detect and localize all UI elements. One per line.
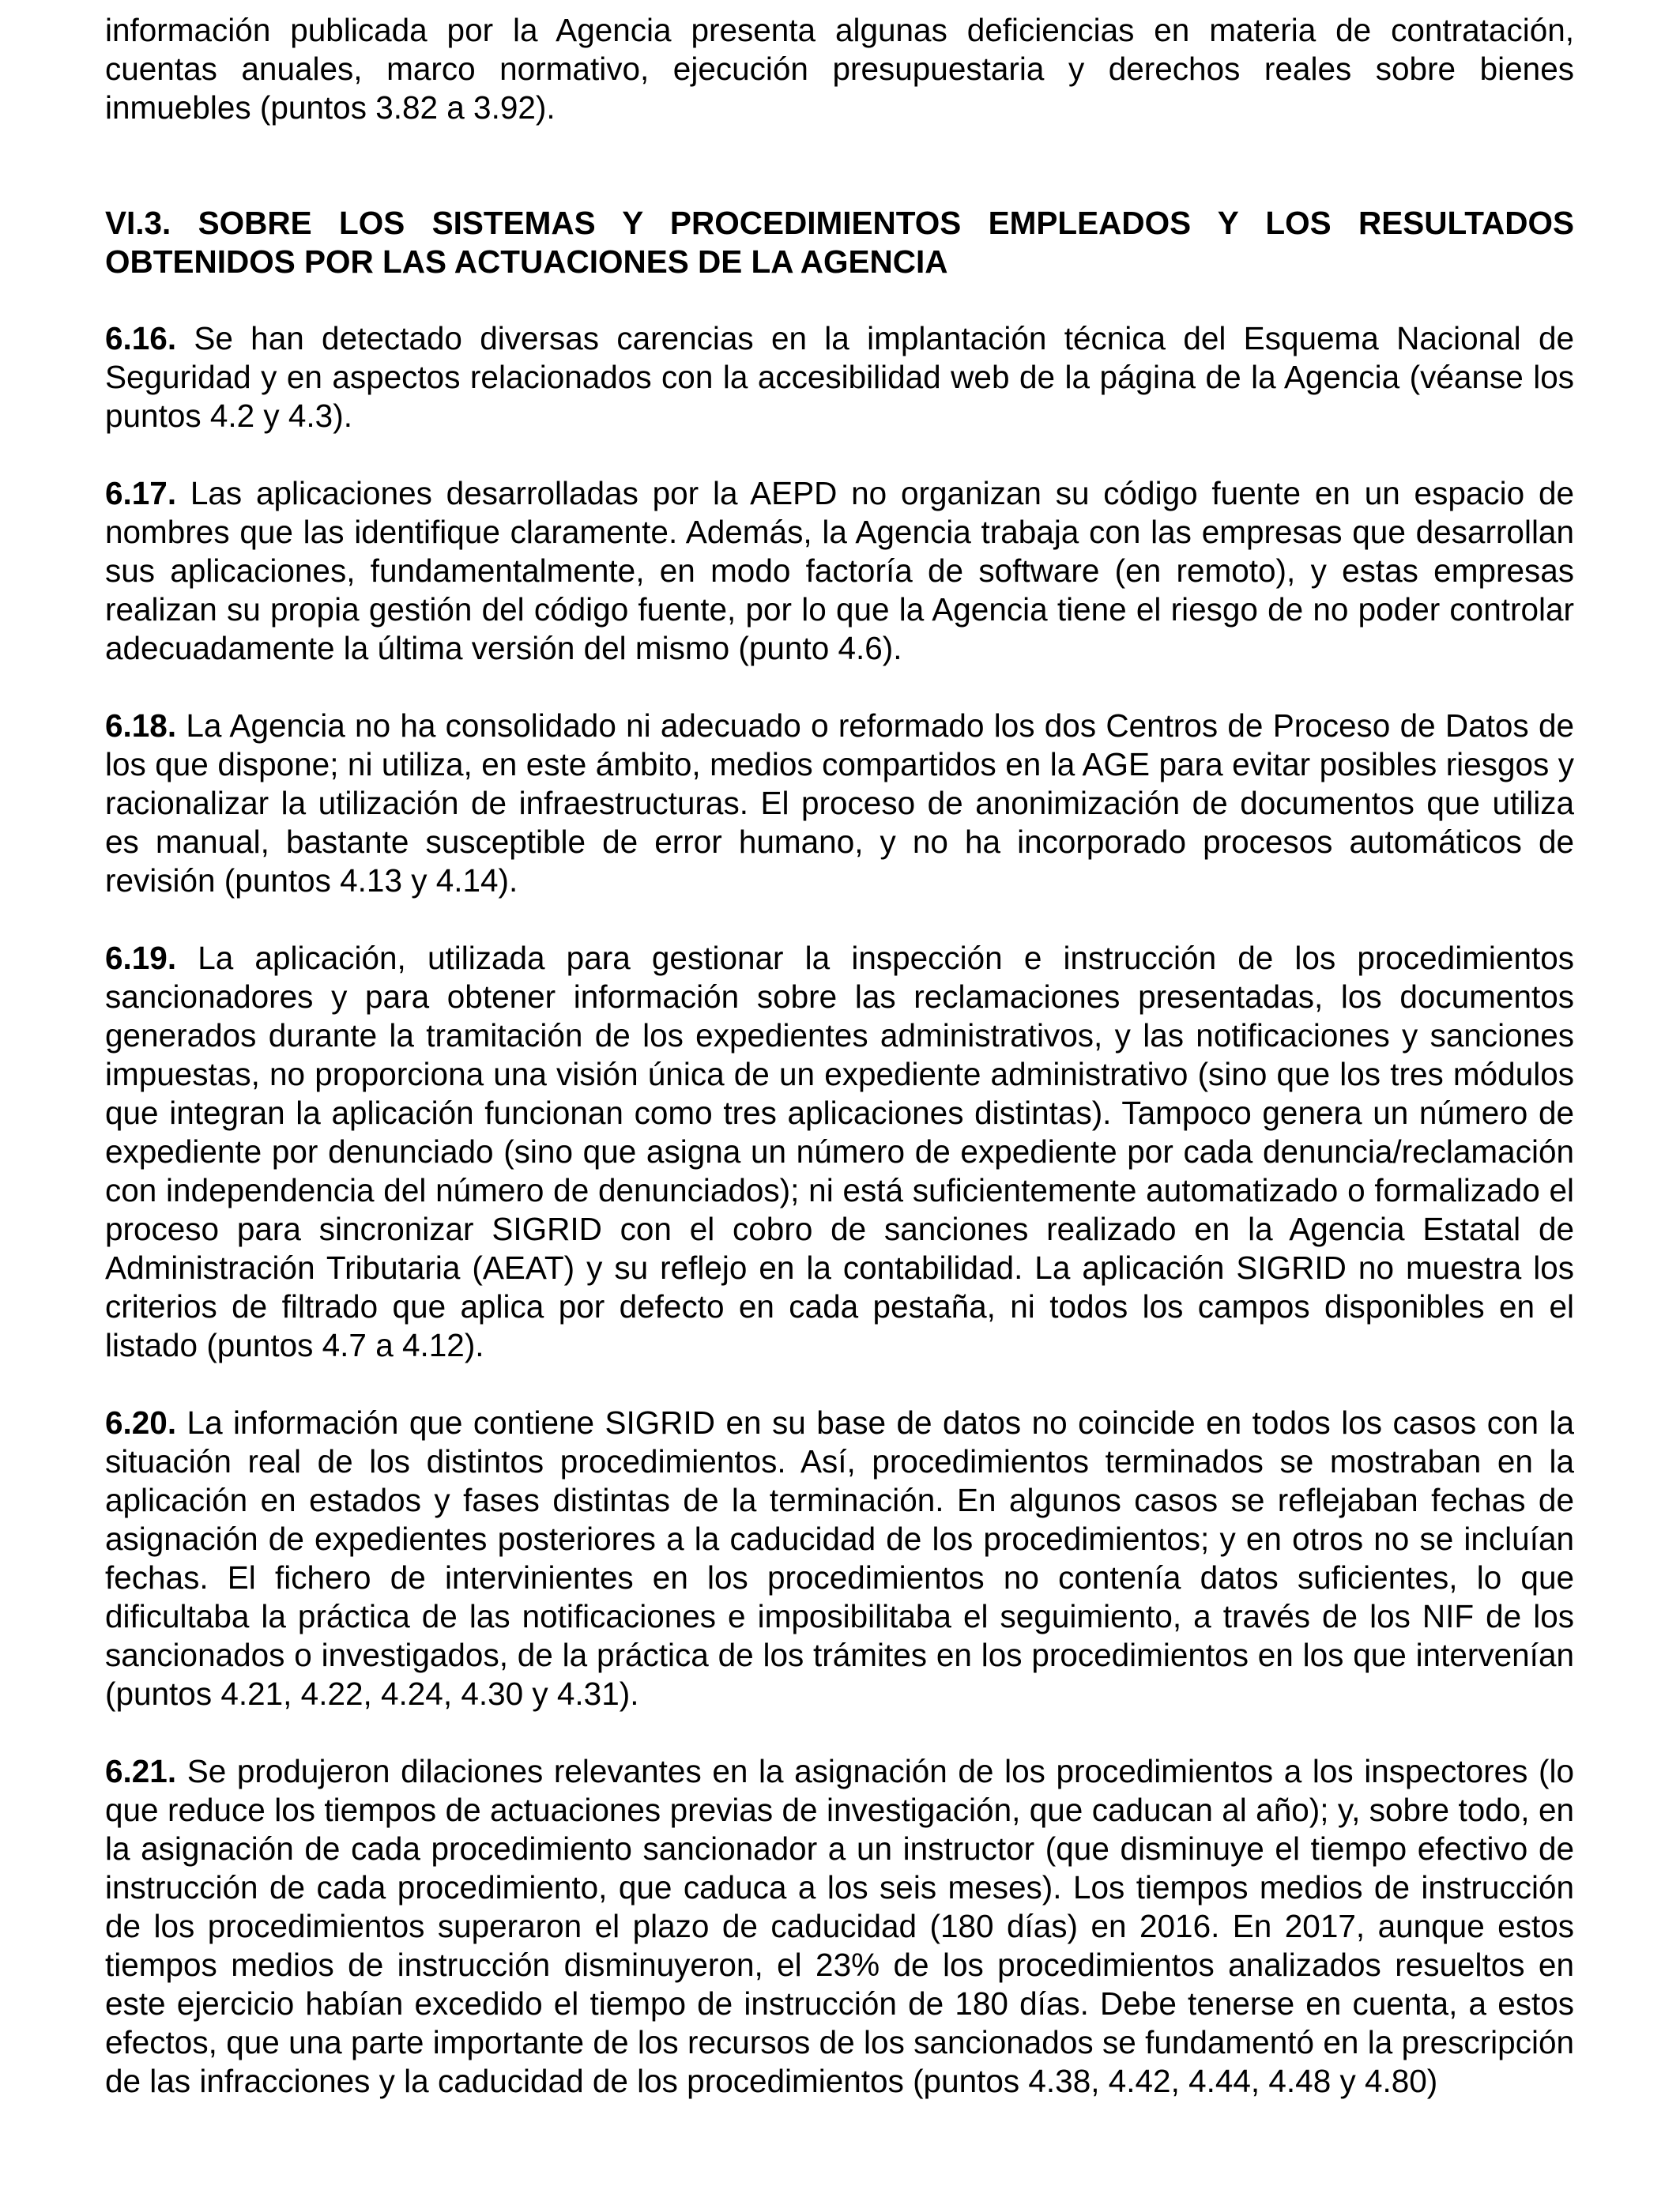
intro-paragraph: información publicada por la Agencia presenta algunas deficiencias en materia de contratación, cuentas anuales, marco normativo, ejecución presupuestaria y derechos reales sobre bienes inmuebles (puntos 3.82 a 3.92). <box>105 12 1574 126</box>
paragraph-6-21 <box>105 1752 1574 2101</box>
paragraph-number: 6.18. <box>105 707 177 744</box>
document-page <box>105 11 1574 2101</box>
paragraph-text: La aplicación, utilizada para gestionar la inspección e instrucción de los procedimientos sancionadores y para obtener información sobre las reclamaciones presentadas, los documentos generados durante la tramitación de los expedientes administrativos, y las notificaciones y sanciones impuestas, no proporciona una visión única de un expediente administrativo (sino que los tres módulos que integran la aplicación funcionan como tres aplicaciones distintas). Tampoco genera un número de expediente por denunciado (sino que asigna un número de expediente por cada denuncia/reclamación con independencia del número de denunciados); ni está suficientemente automatizado o formalizado el proceso para sincronizar SIGRID con el cobro de sanciones realizado en la Agencia Estatal de Administración Tributaria (AEAT) y su reflejo en la contabilidad. La aplicación SIGRID no muestra los criterios de filtrado que aplica por defecto en cada pestaña, ni todos los campos disponibles en el listado (puntos 4.7 a 4.12). <box>105 940 1574 1363</box>
paragraph-number: 6.21. <box>105 1753 177 1789</box>
paragraph-text: La información que contiene SIGRID en su base de datos no coincide en todos los casos con la situación real de los distintos procedimientos. Así, procedimientos terminados se mostraban en la aplicación en estados y fases distintas de la terminación. En algunos casos se reflejaban fechas de asignación de expedientes posteriores a la caducidad de los procedimientos; y en otros no se incluían fechas. El fichero de intervinientes en los procedimientos no contenía datos suficientes, lo que dificultaba la práctica de las notificaciones e imposibilitaba el seguimiento, a través de los NIF de los sancionados o investigados, de la práctica de los trámites en los procedimientos en los que intervenían (puntos 4.21, 4.22, 4.24, 4.30 y 4.31). <box>105 1404 1574 1712</box>
paragraph-number: 6.20. <box>105 1404 177 1441</box>
paragraph-6-18 <box>105 707 1574 900</box>
paragraph-6-20 <box>105 1404 1574 1713</box>
paragraph-text: Las aplicaciones desarrolladas por la AEPD no organizan su código fuente en un espacio de nombres que las identifique claramente. Además, la Agencia trabaja con las empresas que desarrollan sus aplicaciones, fundamentalmente, en modo factoría de software (en remoto), y estas empresas realizan su propia gestión del código fuente, por lo que la Agencia tiene el riesgo de no poder controlar adecuadamente la última versión del mismo (punto 4.6). <box>105 475 1574 666</box>
paragraph-text: Se produjeron dilaciones relevantes en la asignación de los procedimientos a los inspectores (lo que reduce los tiempos de actuaciones previas de investigación, que caducan al año); y, sobre todo, en la asignación de cada procedimiento sancionador a un instructor (que disminuye el tiempo efectivo de instrucción de cada procedimiento, que caduca a los seis meses). Los tiempos medios de instrucción de los procedimientos superaron el plazo de caducidad (180 días) en 2016. En 2017, aunque estos tiempos medios de instrucción disminuyeron, el 23% de los procedimientos analizados resueltos en este ejercicio habían excedido el tiempo de instrucción de 180 días. Debe tenerse en cuenta, a estos efectos, que una parte importante de los recursos de los sancionados se fundamentó en la prescripción de las infracciones y la caducidad de los procedimientos (puntos 4.38, 4.42, 4.44, 4.48 y 4.80) <box>105 1753 1574 2099</box>
section-heading: VI.3. SOBRE LOS SISTEMAS Y PROCEDIMIENTOS EMPLEADOS Y LOS RESULTADOS OBTENIDOS POR LAS ACTUACIONES DE LA AGENCIA <box>105 205 1574 280</box>
paragraph-6-17 <box>105 474 1574 668</box>
paragraph-text: La Agencia no ha consolidado ni adecuado o reformado los dos Centros de Proceso de Datos de los que dispone; ni utiliza, en este ámbito, medios compartidos en la AGE para evitar posibles riesgos y racionalizar la utilización de infraestructuras. El proceso de anonimización de documentos que utiliza es manual, bastante susceptible de error humano, y no ha incorporado procesos automáticos de revisión (puntos 4.13 y 4.14). <box>105 707 1574 899</box>
paragraph-number: 6.16. <box>105 320 177 356</box>
paragraph-text: Se han detectado diversas carencias en la implantación técnica del Esquema Nacional de Seguridad y en aspectos relacionados con la accesibilidad web de la página de la Agencia (véanse los puntos 4.2 y 4.3). <box>105 320 1574 434</box>
paragraph-number: 6.17. <box>105 475 177 511</box>
paragraph-6-19 <box>105 939 1574 1365</box>
paragraph-6-16 <box>105 319 1574 435</box>
paragraph-number: 6.19. <box>105 940 177 976</box>
